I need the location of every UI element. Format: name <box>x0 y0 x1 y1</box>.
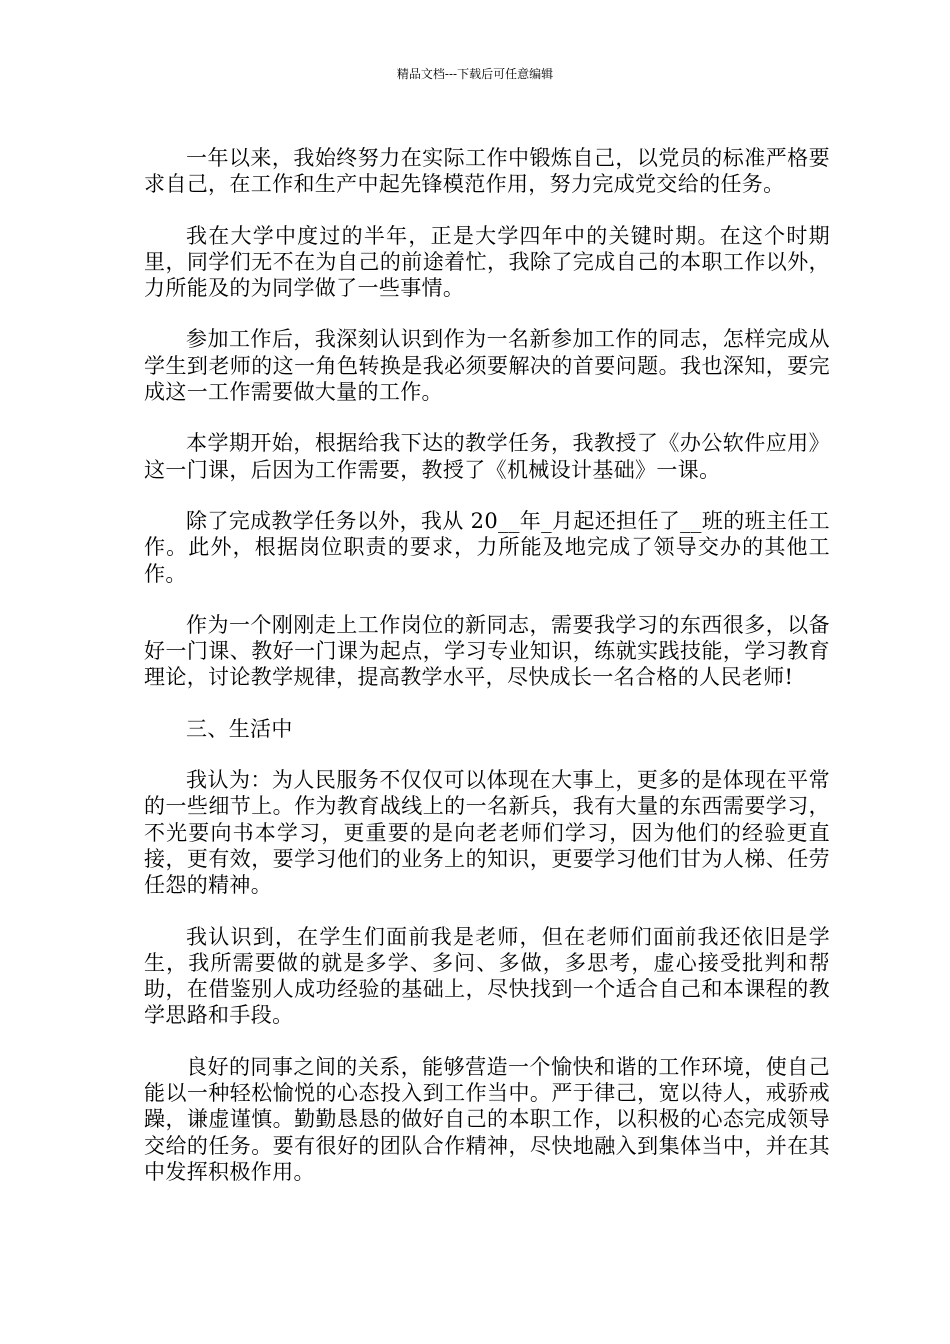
paragraph-3: 参加工作后，我深刻认识到作为一名新参加工作的同志，怎样完成从学生到老师的这一角色转换是我必须要解决的首要问题。我也深知，要完成这一工作需要做大量的工作。 <box>144 327 830 405</box>
paragraph-5: 除了完成教学任务以外，我从 20__年_月起还担任了__班的班主任工作。此外，根据岗位职责的要求，力所能及地完成了领导交办的其他工作。 <box>144 508 830 586</box>
section-heading: 三、生活中 <box>186 716 293 741</box>
document-body <box>144 145 830 1210</box>
paragraph-1: 一年以来，我始终努力在实际工作中锻炼自己，以党员的标准严格要求自己，在工作和生产中起先锋模范作用，努力完成党交给的任务。 <box>144 146 830 197</box>
paragraph-6: 作为一个刚刚走上工作岗位的新同志，需要我学习的东西很多，以备好一门课、教好一门课为起点，学习专业知识，练就实践技能，学习教育理论，讨论教学规律，提高教学水平，尽快成长一名合格的人民老师! <box>144 612 830 690</box>
paragraph-4: 本学期开始，根据给我下达的教学任务，我教授了《办公软件应用》这一门课，后因为工作需要，教授了《机械设计基础》一课。 <box>144 431 830 482</box>
paragraph-8: 我认识到，在学生们面前我是老师，但在老师们面前我还依旧是学生，我所需要做的就是多学、多问、多做，多思考，虚心接受批判和帮助，在借鉴别人成功经验的基础上，尽快找到一个适合自己和本课程的教学思路和手段。 <box>144 924 830 1028</box>
page-header: 精品文档---下载后可任意编辑 <box>396 67 554 81</box>
paragraph-2: 我在大学中度过的半年，正是大学四年中的关键时期。在这个时期里，同学们无不在为自己的前途着忙，我除了完成自己的本职工作以外，力所能及的为同学做了一些事情。 <box>144 223 830 301</box>
paragraph-9: 良好的同事之间的关系，能够营造一个愉快和谐的工作环境，使自己能以一种轻松愉悦的心态投入到工作当中。严于律己，宽以待人，戒骄戒躁，谦虚谨慎。勤勤恳恳的做好自己的本职工作，以积极的心态完成领导交给的任务。要有很好的团队合作精神，尽快地融入到集体当中，并在其中发挥积极作用。 <box>144 1054 830 1184</box>
paragraph-7: 我认为：为人民服务不仅仅可以体现在大事上，更多的是体现在平常的一些细节上。作为教育战线上的一名新兵，我有大量的东西需要学习，不光要向书本学习，更重要的是向老老师们学习，因为他们的经验更直接，更有效，要学习他们的业务上的知识，更要学习他们甘为人梯、任劳任怨的精神。 <box>144 768 830 898</box>
